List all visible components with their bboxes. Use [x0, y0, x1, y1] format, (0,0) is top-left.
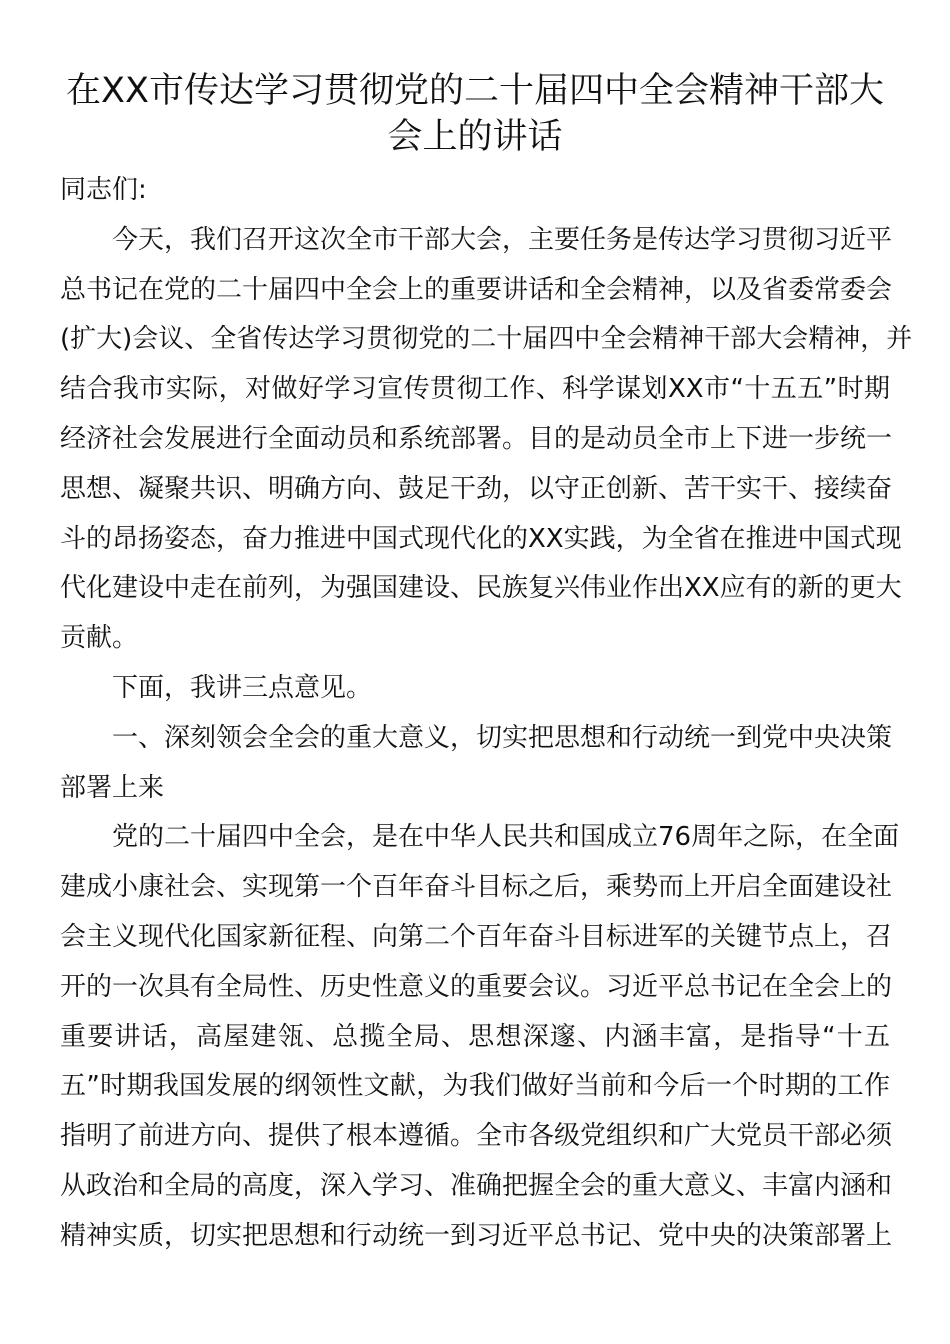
text-line: 思想、凝聚共识、明确方向、鼓足干劲，以守正创新、苦干实干、接续奋 [60, 473, 893, 504]
text-line: 五”时期我国发展的纲领性文献，为我们做好当前和今后一个时期的工作 [60, 1071, 890, 1102]
paragraph [60, 216, 913, 664]
text-line: 从政治和全局的高度，深入学习、准确把握全会的重大意义、丰富内涵和 [60, 1170, 893, 1201]
text-line: 部署上来 [60, 772, 165, 803]
text-line: 建成小康社会、实现第一个百年奋斗目标之后，乘势而上开启全面建设社 [60, 872, 893, 903]
text-line: 重要讲话，高屋建瓴、总揽全局、思想深邃、内涵丰富，是指导“十五 [60, 1021, 890, 1052]
text-line: 今天，我们召开这次全市干部大会，主要任务是传达学习贯彻习近平 [112, 224, 893, 255]
text-line: 指明了前进方向、提供了根本遵循。全市各级党组织和广大党员干部必须 [60, 1121, 893, 1152]
text-line: 开的一次具有全局性、历史性意义的重要会议。习近平总书记在全会上的 [60, 971, 893, 1002]
text-line: 经济社会发展进行全面动员和系统部署。目的是动员全市上下进一步统一 [60, 423, 893, 454]
text-line: 会主义现代化国家新征程、向第二个百年奋斗目标进军的关键节点上，召 [60, 921, 893, 952]
paragraph [60, 813, 900, 1261]
text-line: 党的二十届四中全会，是在中华人民共和国成立76周年之际，在全面 [112, 822, 900, 853]
text-line: 结合我市实际，对做好学习宣传贯彻工作、科学谋划XX市“十五五”时期 [60, 374, 890, 405]
text-line: 总书记在党的二十届四中全会上的重要讲话和全会精神，以及省委常委会 [60, 274, 893, 305]
text-line: 代化建设中走在前列，为强国建设、民族复兴伟业作出XX应有的新的更大 [60, 573, 902, 604]
text-line: 贡献。 [60, 623, 139, 654]
title-line: 会上的讲话 [387, 117, 563, 157]
text-line: 斗的昂扬姿态，奋力推进中国式现代化的XX实践，为全省在推进中国式现 [60, 523, 902, 554]
paragraph [60, 664, 890, 714]
text-line: 下面，我讲三点意见。 [112, 672, 373, 703]
document-title [55, 68, 895, 160]
text-line: 精神实质，切实把思想和行动统一到习近平总书记、党中央的决策部署上 [60, 1220, 893, 1251]
text-line: 一、深刻领会全会的重大意义，切实把思想和行动统一到党中央决策 [112, 722, 893, 753]
text-line: 同志们: [60, 175, 147, 205]
title-line: 在XX市传达学习贯彻党的二十届四中全会精神干部大 [66, 71, 884, 111]
paragraph [60, 714, 893, 814]
salutation [60, 166, 890, 216]
text-line: (扩大)会议、全省传达学习贯彻党的二十届四中全会精神干部大会精神，并 [60, 324, 913, 355]
document-body [60, 166, 913, 1262]
